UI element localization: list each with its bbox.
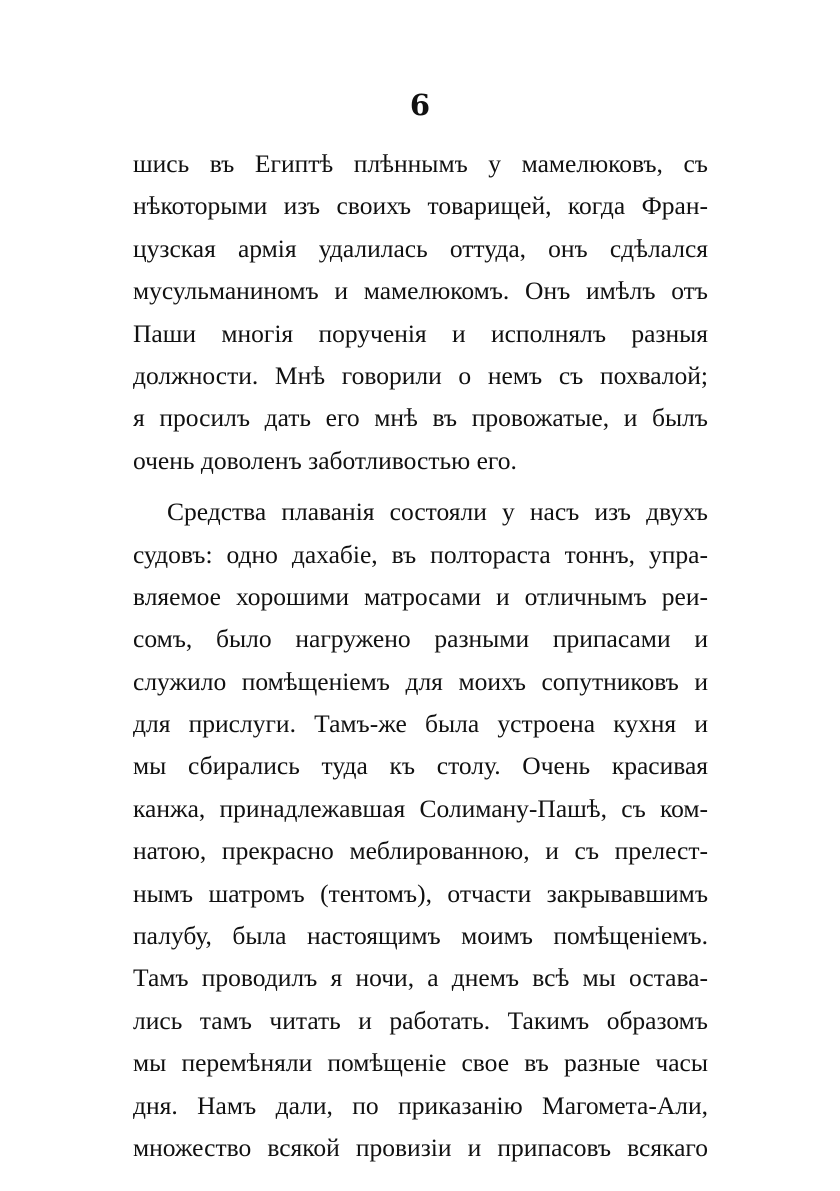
text-line: мусульманиномъ и мамелюкомъ. Онъ имѣлъ отъ (133, 276, 708, 306)
text-line: Тамъ проводилъ я ночи, а днемъ всѣ мы остава- (133, 963, 708, 993)
text-line: Паши многія порученія и исполнялъ разныя (133, 318, 708, 348)
text-line: дня. Намъ дали, по приказанію Магомета-Али, (133, 1090, 708, 1120)
text-line: для прислуги. Тамъ-же была устроена кухня и (133, 709, 708, 739)
text-line: мы перемѣняли помѣщеніе свое въ разные часы (133, 1048, 708, 1078)
text-line: судовъ: одно дахабіе, въ полтораста тоннъ, упра- (133, 539, 708, 569)
text-line: служило помѣщеніемъ для моихъ сопутниковъ и (133, 666, 708, 696)
paragraph (133, 491, 708, 1169)
text-line: очень доволенъ заботливостью его. (133, 445, 517, 475)
paragraph (133, 143, 708, 482)
text-line: нымъ шатромъ (тентомъ), отчасти закрывавшимъ (133, 878, 708, 908)
text-line: лись тамъ читать и работать. Такимъ образомъ (133, 1005, 708, 1035)
text-line: цузская армія удалилась оттуда, онъ сдѣлался (133, 233, 708, 263)
body-text (133, 143, 708, 1169)
text-line: Средства плаванія состояли у насъ изъ двухъ (167, 497, 708, 527)
text-line: палубу, была настоящимъ моимъ помѣщеніемъ. (133, 921, 708, 951)
text-line: мы сбирались туда къ столу. Очень красивая (133, 751, 708, 781)
paragraph-spacer (133, 482, 708, 491)
text-line: шись въ Египтѣ плѣннымъ у мамелюковъ, съ (133, 149, 708, 178)
page-number: 6 (409, 88, 431, 122)
text-line: сомъ, было нагружено разными припасами и (133, 624, 708, 654)
text-line: должности. Мнѣ говорили о немъ съ похвалой; (133, 360, 708, 390)
text-line: натою, прекрасно меблированною, и съ прелест- (133, 836, 708, 866)
text-line: вляемое хорошими матросами и отличнымъ реи- (133, 581, 708, 611)
text-line: множество всякой провизіи и припасовъ всякаго (133, 1132, 708, 1162)
text-line: канжа, принадлежавшая Солиману-Пашѣ, съ ком- (133, 793, 708, 823)
text-line: я просилъ дать его мнѣ въ провожатые, и былъ (133, 403, 708, 433)
text-line: нѣкоторыми изъ своихъ товарищей, когда Фран- (133, 191, 708, 221)
